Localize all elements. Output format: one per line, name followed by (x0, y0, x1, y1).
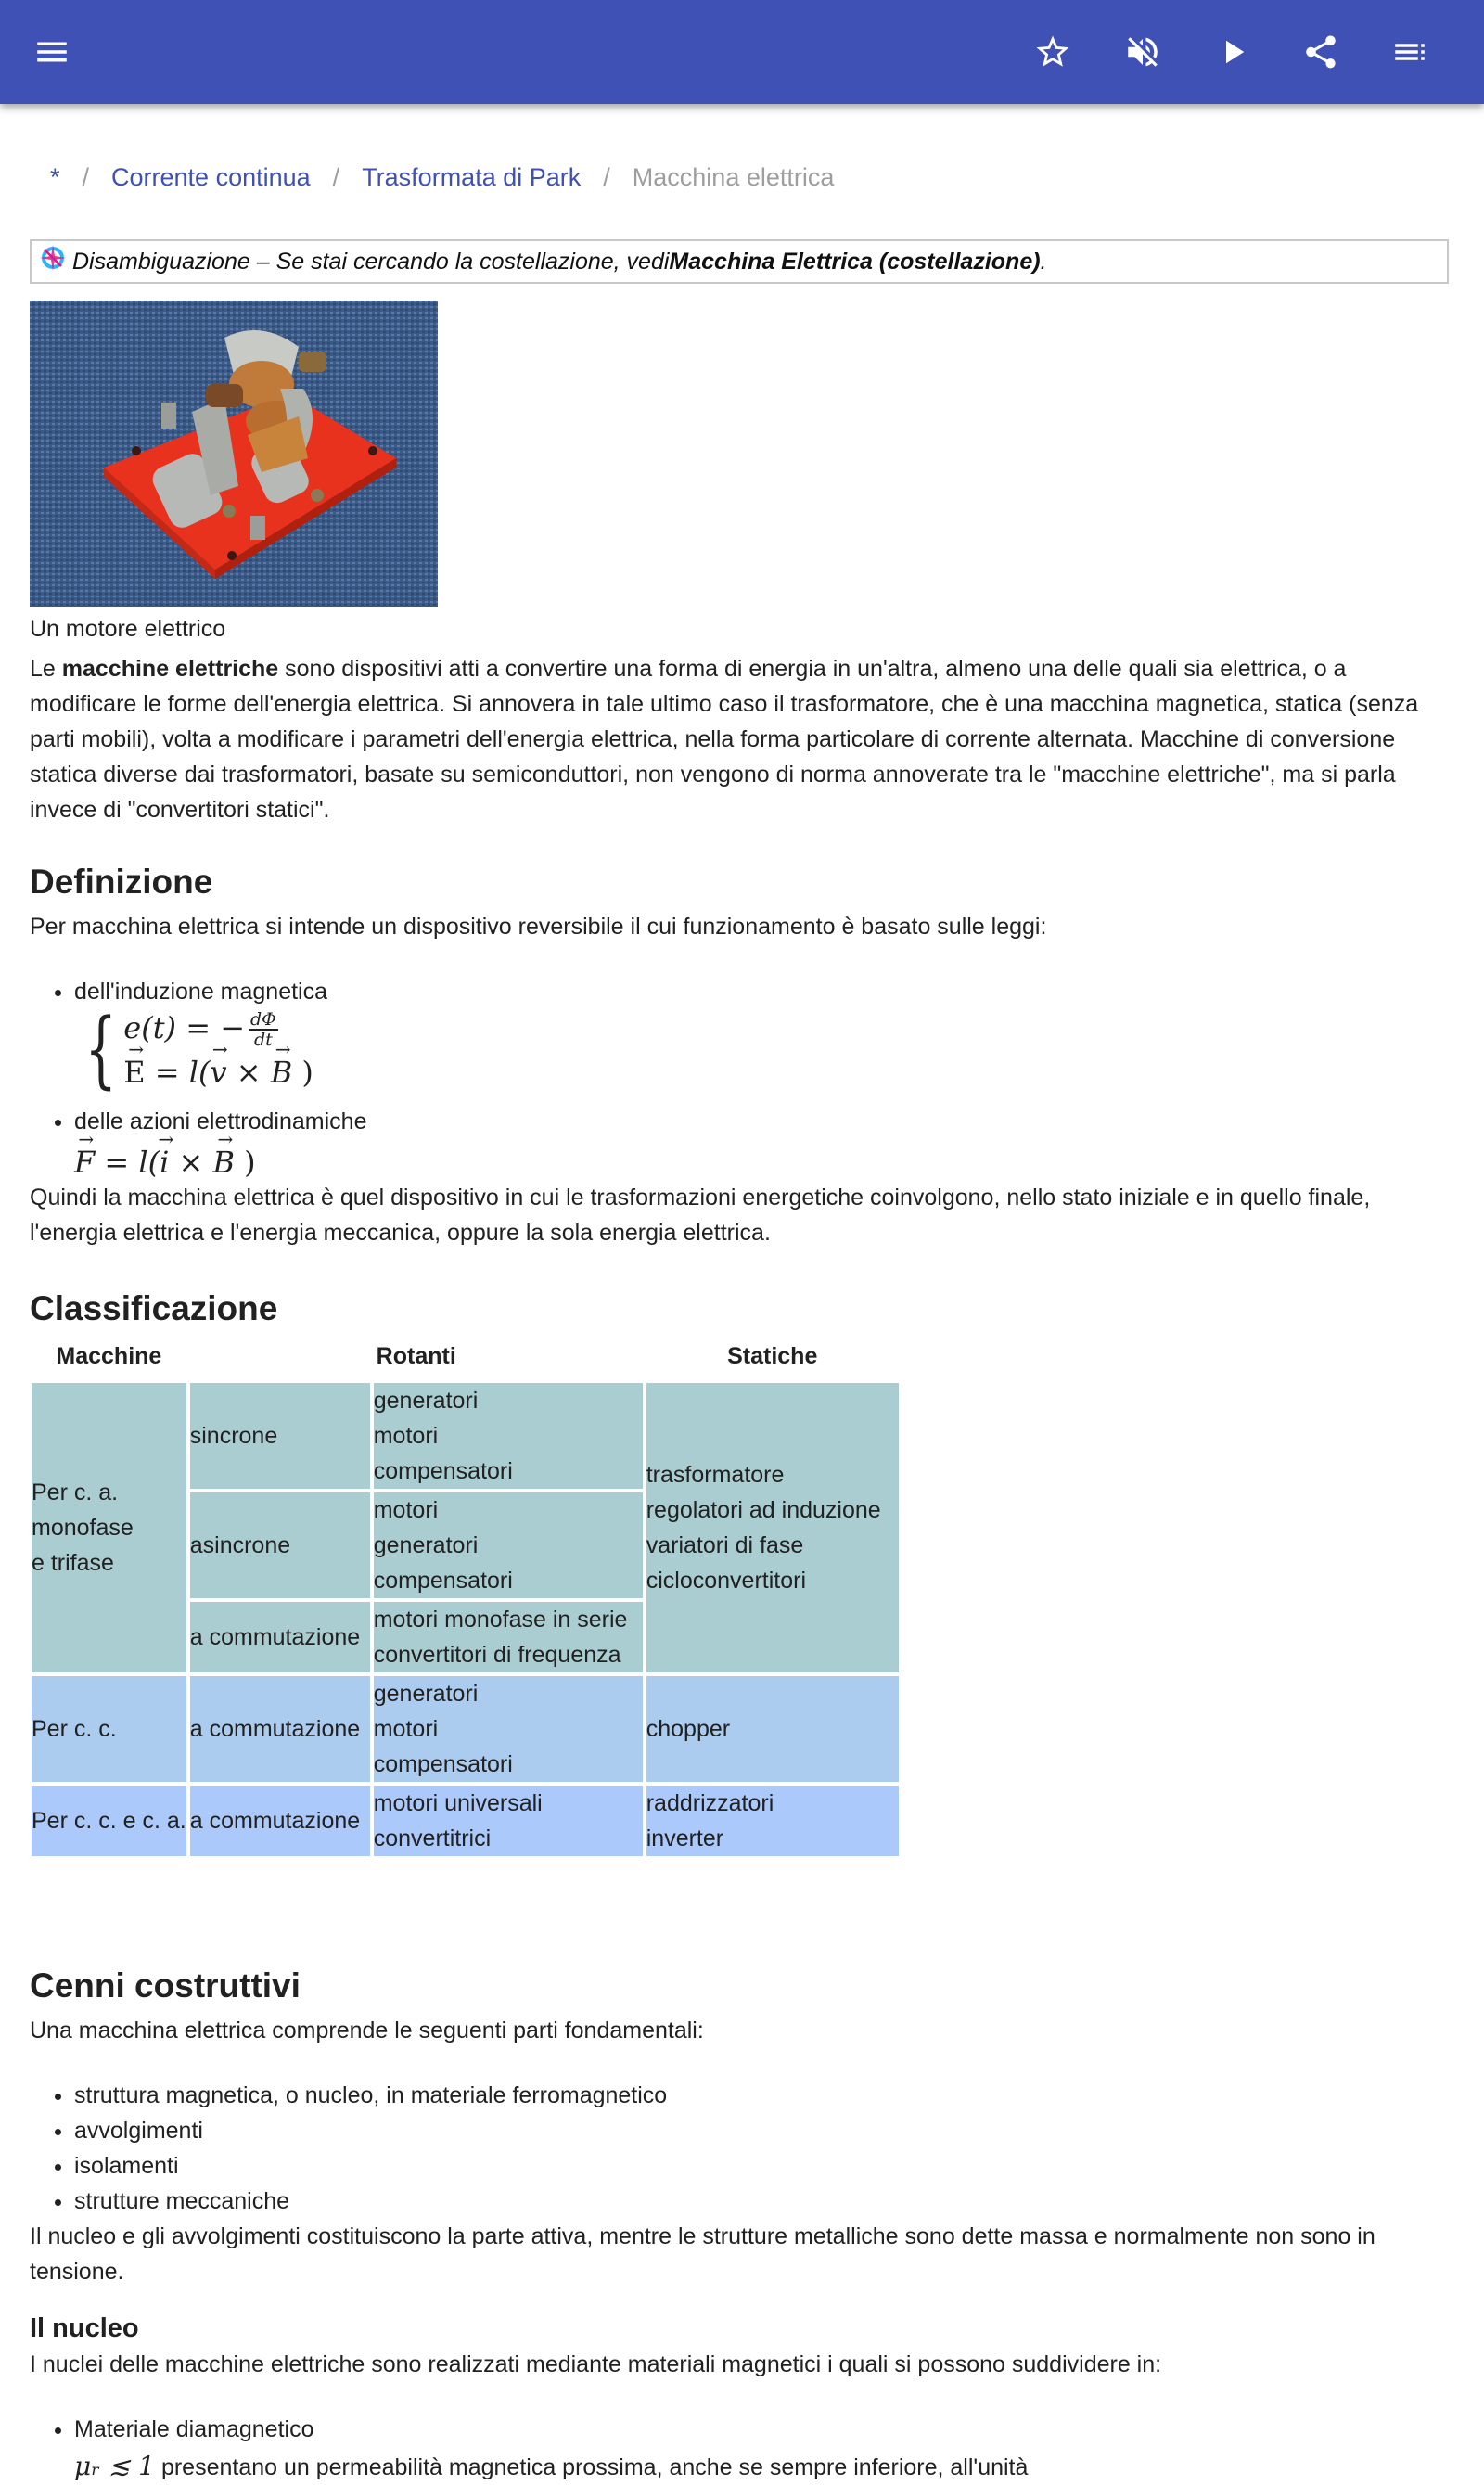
menu-icon (32, 32, 71, 71)
statiche-item: regolatori ad induzione (646, 1497, 881, 1523)
star-outline-icon (1033, 32, 1072, 71)
classification-table (28, 1336, 902, 1860)
rotanti-item: generatori (373, 1681, 479, 1707)
breadcrumb-current: Macchina elettrica (632, 163, 835, 191)
playlist-icon (1390, 32, 1429, 71)
electric-motor-photo (30, 301, 438, 607)
type-cell: asincrone (190, 1492, 370, 1598)
mute-button[interactable] (1117, 26, 1169, 78)
intro-bold-term: macchine elettriche (61, 656, 279, 682)
statiche-item: trasformatore (646, 1462, 785, 1488)
rotanti-cell (374, 1383, 643, 1489)
disambiguation-notice (30, 239, 1449, 284)
share-button[interactable] (1295, 26, 1347, 78)
motor-image[interactable] (30, 301, 438, 607)
law-item (74, 974, 1484, 1009)
rotanti-item: compensatori (373, 1568, 513, 1594)
rotanti-item: motori (373, 1497, 439, 1523)
flux-derivative (249, 1010, 278, 1049)
app-bar (0, 0, 1484, 104)
eq-part: = l( (95, 1145, 160, 1180)
table-row (32, 1676, 899, 1782)
breadcrumb-corrente-continua[interactable]: Corrente continua (111, 163, 311, 191)
induction-equation-system (74, 1001, 1484, 1098)
table-row (32, 1383, 899, 1489)
rotanti-item: motori (373, 1423, 439, 1449)
volume-off-icon (1123, 32, 1162, 71)
rotanti-item: motori monofase in serie (373, 1607, 628, 1633)
rotanti-item: convertitrici (373, 1825, 492, 1851)
breadcrumb-home[interactable]: * (50, 163, 60, 191)
rotanti-cell (374, 1602, 643, 1672)
section-heading-definizione: Definizione (30, 863, 213, 901)
type-cell: a commutazione (190, 1676, 370, 1782)
intro-lead: Le (30, 656, 62, 682)
rotanti-item: compensatori (373, 1458, 513, 1484)
statiche-item: inverter (646, 1825, 724, 1851)
close-paren: ) (292, 1055, 313, 1091)
fraction-numerator: dΦ (250, 1009, 276, 1031)
disambiguation-prefix: Disambiguazione – Se stai cercando la costellazione, vedi (72, 248, 670, 275)
vector-i: → i (160, 1145, 169, 1180)
disambiguation-compass-icon (39, 244, 67, 272)
column-header-macchine: Macchine (56, 1343, 162, 1369)
vector-v: → v (211, 1055, 227, 1090)
table-row (32, 1786, 899, 1856)
share-icon (1301, 32, 1340, 71)
breadcrumb-separator: / (332, 163, 340, 191)
material-desc-text: presentano un permeabilità magnetica prossima, anche se sempre inferiore, all'unità (160, 2454, 1029, 2480)
material-description (74, 2449, 1484, 2485)
intro-paragraph (30, 651, 1449, 827)
laws-list-2 (30, 1104, 1484, 1139)
brace-symbol: { (84, 1001, 117, 1098)
intro-text: sono dispositivi atti a convertire una forma di energia in un'altra, almeno una delle quali sia elettrica, o a modificare le forme dell'energia elettrica. Si annovera in tale ultimo caso il trasformatore, che è una macchina magnetica, statica (senza parti mobili), volta a modificare i parametri dell'energia elettrica, nella forma particolare di corrente alternata. Macchine di conversione statica diverse dai trasformatori, basate su semiconduttori, non vengono di norma annoverate tra le "macchine elettriche", ma si parla invece di "convertitori statici". (30, 656, 1419, 823)
law-label: delle azioni elettrodinamiche (74, 1108, 367, 1134)
nucleo-text: I nuclei delle macchine elettriche sono realizzati mediante materiali magnetici i quali si possono suddividere in: (30, 2351, 1162, 2377)
rotanti-item: convertitori di frequenza (373, 1642, 621, 1668)
cross-symbol: × (169, 1145, 213, 1180)
cenni-conclusion: Il nucleo e gli avvolgimenti costituiscono la parte attiva, mentre le strutture metalliche sono dette massa e normalmente non sono in tensione. (30, 2223, 1375, 2285)
label-line: monofase (32, 1515, 134, 1541)
rotanti-cell (374, 1786, 643, 1856)
column-header-rotanti: Rotanti (376, 1343, 456, 1369)
vector-b: → B (271, 1055, 293, 1090)
permeability-formula: μᵣ ≲ 1 (74, 2451, 155, 2481)
section-heading-classificazione: Classificazione (30, 1289, 278, 1327)
breadcrumb-separator: / (82, 163, 90, 191)
play-icon (1213, 32, 1252, 71)
statiche-item: variatori di fase (646, 1532, 804, 1558)
statiche-cell (646, 1676, 899, 1782)
cenni-text: Una macchina elettrica comprende le seguenti parti fondamentali: (30, 2017, 704, 2043)
statiche-item: chopper (646, 1716, 731, 1742)
image-caption: Un motore elettrico (30, 616, 226, 642)
statiche-cell (646, 1786, 899, 1856)
play-button[interactable] (1207, 26, 1259, 78)
fraction-denominator: dt (253, 1030, 273, 1051)
vector-e: → E (123, 1055, 145, 1090)
list-item: • strutture meccaniche (74, 2184, 1484, 2219)
disambiguation-link[interactable]: Macchina Elettrica (costellazione) (669, 248, 1041, 275)
parts-list (30, 2078, 1484, 2219)
materials-list (30, 2412, 1484, 2447)
label-line: e trifase (32, 1550, 114, 1576)
vector-f: → F (74, 1145, 95, 1180)
list-item: • Materiale diamagnetico (74, 2412, 1484, 2447)
type-cell: sincrone (190, 1383, 370, 1489)
disambiguation-suffix: . (1040, 248, 1047, 275)
eq-part: = l( (145, 1055, 211, 1091)
laws-list (30, 974, 1484, 1009)
emf-lhs: e(t) = − (123, 1009, 245, 1045)
row-label-dcac: Per c. c. e c. a. (32, 1786, 186, 1856)
breadcrumb-trasformata-di-park[interactable]: Trasformata di Park (362, 163, 582, 191)
field-equation (123, 1055, 313, 1090)
rotanti-cell (374, 1492, 643, 1598)
rotanti-item: generatori (373, 1532, 479, 1558)
row-label-dc: Per c. c. (32, 1676, 186, 1782)
rotanti-item: motori (373, 1716, 439, 1742)
table-of-contents-button[interactable] (1384, 26, 1436, 78)
list-item: • isolamenti (74, 2148, 1484, 2184)
column-header-statiche: Statiche (727, 1343, 818, 1369)
breadcrumb (50, 163, 834, 192)
menu-button[interactable] (26, 26, 78, 78)
rotanti-item: compensatori (373, 1751, 513, 1777)
cross-symbol: × (226, 1055, 271, 1091)
list-item: • avvolgimenti (74, 2113, 1484, 2148)
force-equation (74, 1145, 1484, 1180)
statiche-item: cicloconvertitori (646, 1568, 807, 1594)
rotanti-cell (374, 1676, 643, 1782)
section-heading-cenni-costruttivi: Cenni costruttivi (30, 1966, 301, 2005)
definizione-text: Per macchina elettrica si intende un dispositivo reversibile il cui funzionamento è basato sulle leggi: (30, 914, 1047, 940)
row-label-ac (32, 1383, 186, 1672)
law-label: dell'induzione magnetica (74, 979, 328, 1005)
close-paren: ) (234, 1145, 256, 1180)
statiche-cell (646, 1383, 899, 1672)
breadcrumb-separator: / (603, 163, 610, 191)
rotanti-item: generatori (373, 1388, 479, 1414)
type-cell: a commutazione (190, 1602, 370, 1672)
statiche-item: raddrizzatori (646, 1790, 774, 1816)
section-heading-il-nucleo: Il nucleo (30, 2313, 139, 2343)
type-cell: a commutazione (190, 1786, 370, 1856)
definizione-conclusion: Quindi la macchina elettrica è quel dispositivo in cui le trasformazioni energetiche coinvolgono, nello stato iniziale e in quello finale, l'energia elettrica e l'energia meccanica, oppure la sola energia elettrica. (30, 1185, 1371, 1246)
rotanti-item: motori universali (373, 1790, 543, 1816)
list-item: • struttura magnetica, o nucleo, in materiale ferromagnetico (74, 2078, 1484, 2113)
label-line: Per c. a. (32, 1479, 119, 1505)
favorite-button[interactable] (1027, 26, 1079, 78)
vector-b: → B (212, 1145, 235, 1180)
law-item (74, 1104, 1484, 1139)
